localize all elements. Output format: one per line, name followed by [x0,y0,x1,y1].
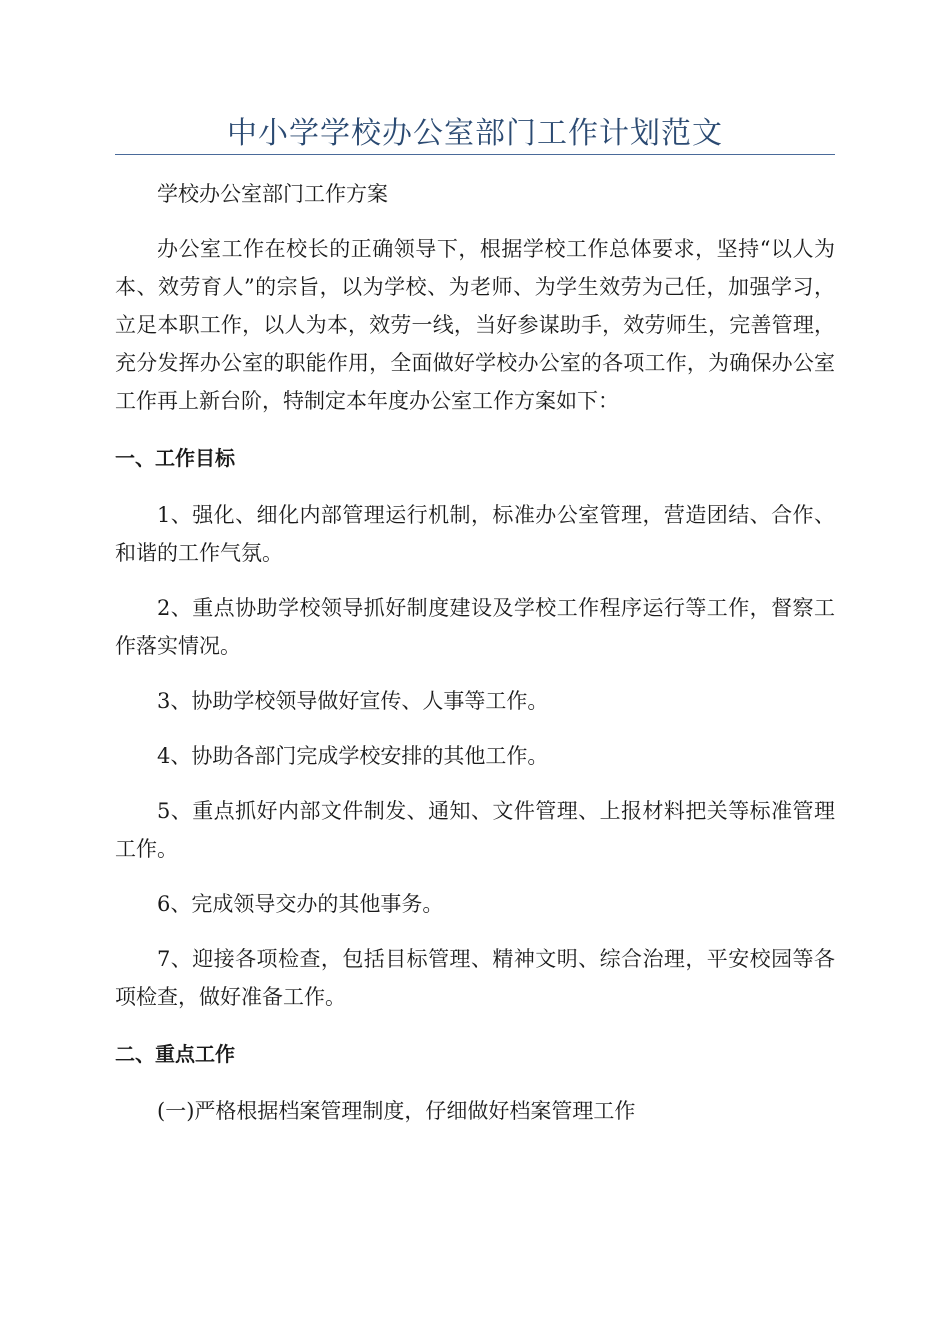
goal-item-5: 5、重点抓好内部文件制发、通知、文件管理、上报材料把关等标准管理工作。 [115,799,835,861]
goal-item-6: 6、完成领导交办的其他事务。 [157,892,444,916]
subtitle: 学校办公室部门工作方案 [157,182,388,206]
key-work-sub-item-1: (一)严格根据档案管理制度，仔细做好档案管理工作 [157,1099,636,1123]
title-underline [115,154,835,155]
goal-item-7: 7、迎接各项检查，包括目标管理、精神文明、综合治理，平安校园等各项检查，做好准备工作。 [115,947,835,1009]
goal-item-4: 4、协助各部门完成学校安排的其他工作。 [157,744,549,768]
document-title: 中小学学校办公室部门工作计划范文 [227,116,723,151]
goal-item-3: 3、协助学校领导做好宣传、人事等工作。 [157,689,549,713]
goal-item-2: 2、重点协助学校领导抓好制度建设及学校工作程序运行等工作，督察工作落实情况。 [115,596,835,658]
section-heading-goals: 一、工作目标 [115,446,235,470]
goal-item-1: 1、强化、细化内部管理运行机制，标准办公室管理，营造团结、合作、和谐的工作气氛。 [115,503,835,565]
document-body [115,175,835,1130]
section-heading-key-work: 二、重点工作 [115,1042,235,1066]
intro-paragraph: 办公室工作在校长的正确领导下，根据学校工作总体要求，坚持“以人为本、效劳育人”的宗旨，以为学校、为老师、为学生效劳为己任，加强学习，立足本职工作，以人为本，效劳一线，当好参谋助手，效劳师生，完善管理，充分发挥办公室的职能作用，全面做好学校办公室的各项工作，为确保办公室工作再上新台阶，特制定本年度办公室工作方案如下： [115,237,835,413]
